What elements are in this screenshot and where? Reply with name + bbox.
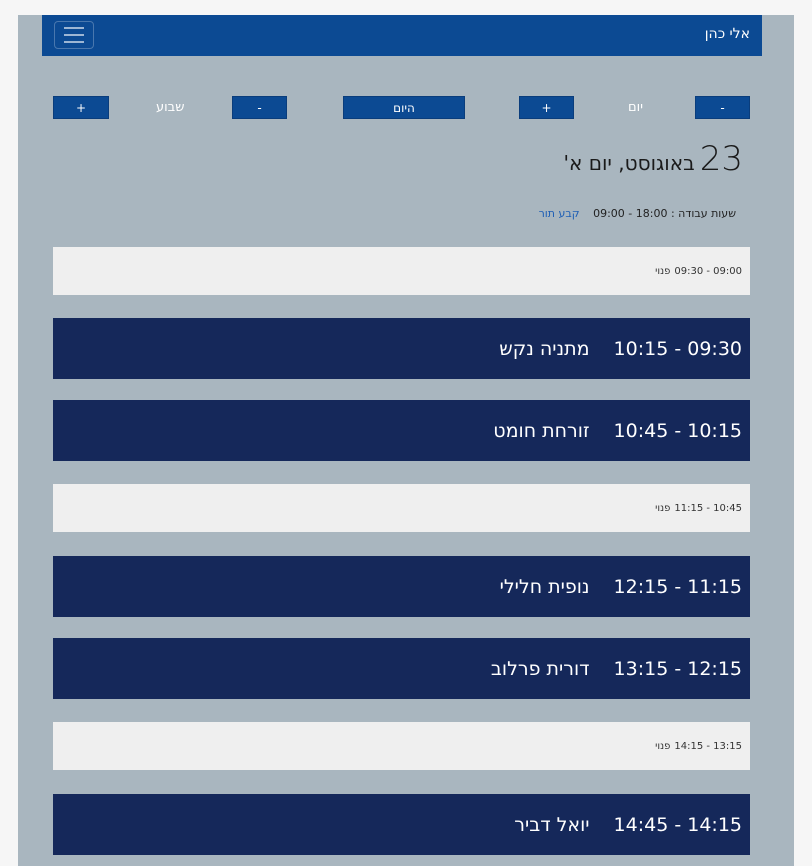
week-minus-button[interactable]: -: [232, 96, 287, 119]
day-minus-button[interactable]: -: [695, 96, 750, 119]
slot-booked[interactable]: [53, 638, 750, 699]
slot-time: 13:15 - 14:15: [674, 740, 742, 752]
slot-status: פנוי: [655, 265, 671, 277]
slot-time: 12:15 - 13:15: [613, 657, 742, 680]
work-hours: [539, 207, 736, 220]
slot-client-name: זורחת חומט: [493, 419, 590, 442]
week-label: שבוע: [156, 100, 185, 115]
date-text: באוגוסט, יום א': [563, 151, 695, 175]
slot-booked[interactable]: [53, 400, 750, 461]
day-plus-button[interactable]: +: [519, 96, 574, 119]
slot-booked[interactable]: [53, 318, 750, 379]
slot-client-name: יואל דביר: [514, 813, 590, 836]
slot-time: 10:45 - 11:15: [674, 502, 742, 514]
week-plus-button[interactable]: +: [53, 96, 109, 119]
slot-time: 11:15 - 12:15: [613, 575, 742, 598]
slot-client-name: נופית חלילי: [499, 575, 590, 598]
slot-booked[interactable]: [53, 556, 750, 617]
slot-time: 09:00 - 09:30: [674, 265, 742, 277]
slot-time: 09:30 - 10:15: [613, 337, 742, 360]
work-hours-label: שעות עבודה : 18:00 - 09:00: [593, 207, 736, 220]
slot-client-name: דורית פרלוב: [490, 657, 590, 680]
today-button[interactable]: היום: [343, 96, 465, 119]
day-label: יום: [628, 100, 644, 115]
slot-free[interactable]: [53, 247, 750, 295]
slot-free[interactable]: [53, 722, 750, 770]
slot-booked[interactable]: [53, 794, 750, 855]
slot-client-name: מתניה נקש: [499, 337, 590, 360]
navbar-brand[interactable]: אלי כהן: [704, 26, 750, 42]
navbar: [42, 15, 762, 56]
date-day: 23: [699, 139, 743, 179]
slot-free[interactable]: [53, 484, 750, 532]
slot-status: פנוי: [655, 740, 671, 752]
slot-status: פנוי: [655, 502, 671, 514]
slot-time: 14:15 - 14:45: [613, 813, 742, 836]
slot-time: 10:15 - 10:45: [613, 419, 742, 442]
main-panel: [18, 15, 794, 866]
page-title: [563, 139, 743, 179]
hamburger-icon[interactable]: [54, 21, 94, 49]
book-appointment-link[interactable]: קבע תור: [538, 207, 580, 220]
